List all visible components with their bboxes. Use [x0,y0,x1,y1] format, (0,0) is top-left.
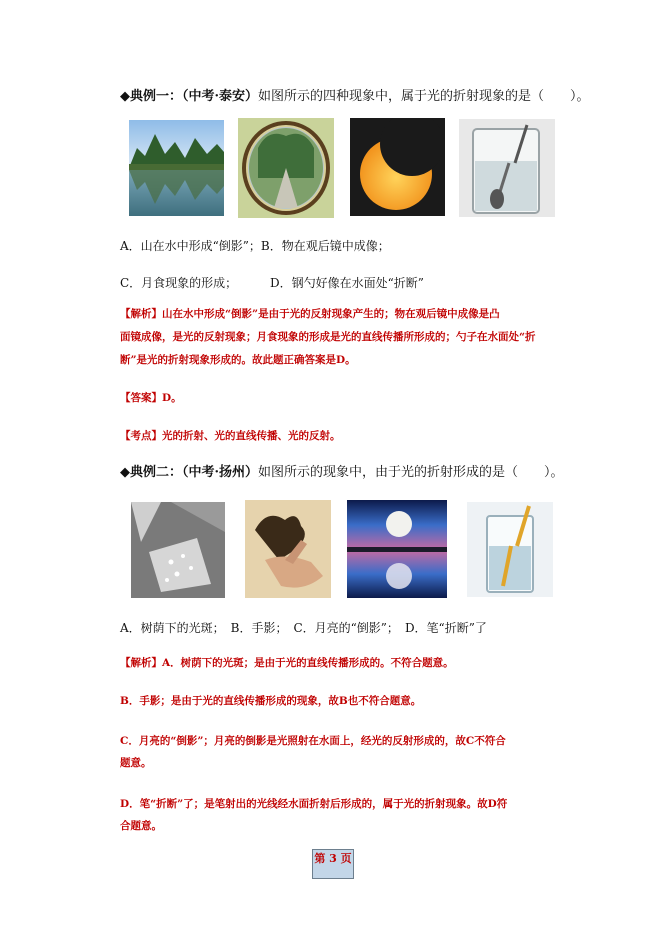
page-number: 第 3 页 [314,852,352,865]
hand-shadow-icon [245,500,331,598]
light-spot-icon [131,502,225,598]
example2-analysis-a: 【解析】A．树荫下的光斑；是由于光的直线传播形成的。不符合题意。 [120,657,454,669]
spoon-in-glass-icon [459,119,555,217]
mirror-icon [238,118,334,218]
example2-options: A．树荫下的光斑； B．手影； C．月亮的“倒影”； D．笔“折断”了 [120,621,487,635]
moon-reflection-icon [347,500,447,598]
example2-title-lead: ◆典例二：（中考·扬州） [120,465,259,480]
eclipse-icon [350,118,445,216]
mountain-reflection-icon [129,120,224,216]
example1-options-ab: A．山在水中形成“倒影”；B．物在观后镜中成像； [120,239,390,253]
example2-analysis-b: B．手影；是由于光的直线传播形成的现象，故B也不符合题意。 [120,695,422,707]
page-number-box [312,849,354,879]
example1-keypoint: 【考点】光的折射、光的直线传播、光的反射。 [120,430,341,442]
example1-title-lead: ◆典例一：（中考·泰安） [120,89,259,104]
example1-analysis-line2: 面镜成像，是光的反射现象；月食现象的形成是光的直线传播所形成的；勺子在水面处“折 [120,331,536,343]
example2-title [120,464,564,482]
example1-option-c: C．月食现象的形成； [120,276,238,290]
pencil-in-glass-icon [467,502,553,597]
example1-title [120,88,590,106]
example1-answer: 【答案】D。 [120,392,182,404]
example1-analysis-line3: 断”是光的折射现象形成的。故此题正确答案是D。 [120,354,356,366]
example1-option-d: D．钢勺好像在水面处“折断” [270,276,424,290]
example2-analysis-c-line2: 题意。 [120,757,152,769]
example2-analysis-d-line1: D．笔“折断”了；是笔射出的光线经水面折射后形成的，属于光的折射现象。故D符 [120,798,508,810]
example1-title-text: 如图所示的四种现象中，属于光的折射现象的是（ ）。 [258,89,590,104]
example1-analysis-line1: 【解析】山在水中形成“倒影”是由于光的反射现象产生的；物在观后镜中成像是凸 [120,308,500,320]
example2-analysis-d-line2: 合题意。 [120,820,162,832]
example2-title-text: 如图所示的现象中，由于光的折射形成的是（ ）。 [258,465,564,480]
example2-analysis-c-line1: C．月亮的“倒影”；月亮的倒影是光照射在水面上，经光的反射形成的，故C不符合 [120,735,506,747]
